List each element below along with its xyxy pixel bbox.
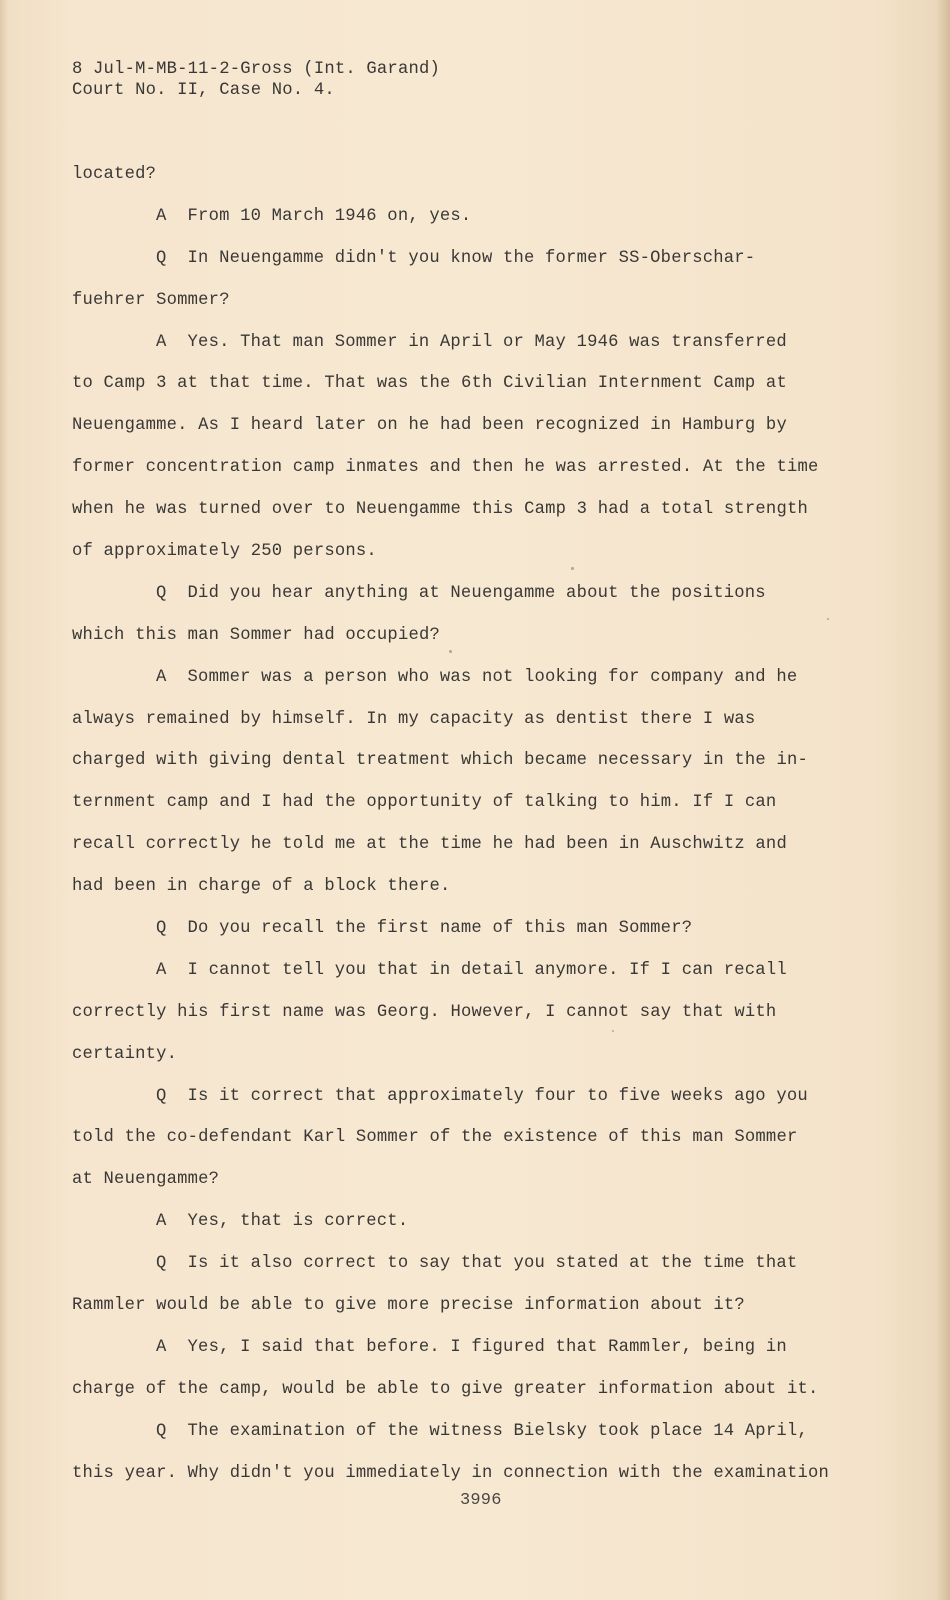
- answer-line: A Yes, I said that before. I figured that Rammler, being in: [156, 1337, 787, 1357]
- text-line: recall correctly he told me at the time he had been in Auschwitz and: [72, 835, 787, 855]
- text-line: to Camp 3 at that time. That was the 6th Civilian Internment Camp at: [72, 374, 787, 394]
- text-line: had been in charge of a block there.: [72, 877, 451, 897]
- text-line: when he was turned over to Neuengamme this Camp 3 had a total strength: [72, 500, 808, 520]
- paper-speck: [449, 650, 452, 653]
- answer-line: A I cannot tell you that in detail anymore. If I can recall: [156, 960, 787, 980]
- question-line: Q Is it correct that approximately four to five weeks ago you: [156, 1086, 808, 1106]
- text-line: located?: [72, 165, 157, 184]
- question-line: Q Did you hear anything at Neuengamme about the positions: [156, 583, 766, 603]
- text-line: former concentration camp inmates and then he was arrested. At the time: [72, 458, 819, 478]
- text-line: certainty.: [72, 1044, 178, 1064]
- question-line: Q Is it also correct to say that you stated at the time that: [156, 1254, 798, 1274]
- text-line: charge of the camp, would be able to give greater information about it.: [72, 1379, 819, 1399]
- question-line: Q The examination of the witness Bielsky took place 14 April,: [156, 1421, 808, 1441]
- document-header: [72, 59, 440, 101]
- paper-speck: [612, 1030, 614, 1032]
- text-line: this year. Why didn't you immediately in connection with the examination: [72, 1463, 830, 1483]
- text-line: correctly his first name was Georg. However, I cannot say that with: [72, 1002, 777, 1022]
- text-line: ternment camp and I had the opportunity of talking to him. If I can: [72, 793, 777, 813]
- question-line: Q Do you recall the first name of this man Sommer?: [156, 919, 693, 939]
- text-line: charged with giving dental treatment which became necessary in the in-: [72, 751, 808, 771]
- text-line: Rammler would be able to give more precise information about it?: [72, 1296, 745, 1316]
- answer-line: A Yes, that is correct.: [156, 1212, 409, 1232]
- paper-speck: [571, 567, 574, 570]
- text-line: fuehrer Sommer?: [72, 290, 230, 310]
- page-number: 3996: [460, 1491, 502, 1510]
- answer-line: A Sommer was a person who was not looking for company and he: [156, 667, 798, 687]
- header-line-case-ref: 8 Jul-M-MB-11-2-Gross (Int. Garand): [72, 60, 440, 79]
- text-line: of approximately 250 persons.: [72, 542, 377, 562]
- transcript-body: [72, 164, 842, 1505]
- text-line: Neuengamme. As I heard later on he had been recognized in Hamburg by: [72, 416, 787, 436]
- paper-speck: [827, 618, 829, 620]
- text-line: at Neuengamme?: [72, 1170, 220, 1190]
- paper-edge-left: [0, 0, 8, 1600]
- question-line: Q In Neuengamme didn't you know the former SS-Oberschar-: [156, 248, 756, 268]
- answer-line: A From 10 March 1946 on, yes.: [156, 206, 472, 226]
- header-line-court: Court No. II, Case No. 4.: [72, 81, 335, 100]
- text-line: which this man Sommer had occupied?: [72, 625, 440, 645]
- text-line: always remained by himself. In my capacity as dentist there I was: [72, 709, 756, 729]
- paper-edge-right: [936, 0, 950, 1600]
- answer-line: A Yes. That man Sommer in April or May 1946 was transferred: [156, 332, 787, 352]
- text-line: told the co-defendant Karl Sommer of the existence of this man Sommer: [72, 1128, 798, 1148]
